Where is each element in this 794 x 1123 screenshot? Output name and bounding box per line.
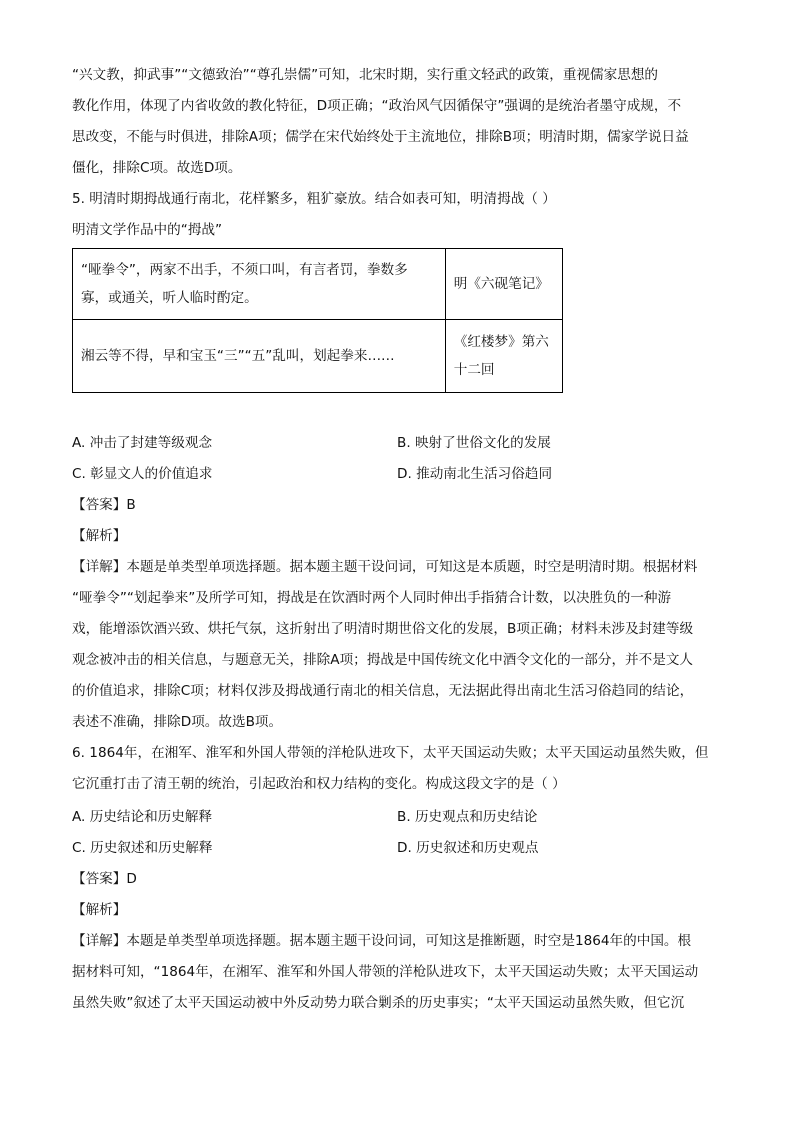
- table-cell-source: 明《六砚笔记》: [445, 249, 562, 320]
- detail-line: 观念被冲击的相关信息，与题意无关，排除A项；拇战是中国传统文化中酒令文化的一部分，并不是文人: [72, 652, 694, 668]
- detail-line: 虽然失败”叙述了太平天国运动被中外反动势力联合剿杀的历史事实；“太平天国运动虽然失败，但它沉: [72, 995, 685, 1011]
- detail-line: 的价值追求，排除C项；材料仅涉及拇战通行南北的相关信息，无法据此得出南北生活习俗趋同的结论，: [72, 683, 694, 699]
- detail-line: 表述不准确，排除D项。故选B项。: [72, 714, 283, 730]
- table-title: 明清文学作品中的“拇战”: [72, 222, 223, 238]
- question-5-stem: 5. 明清时期拇战通行南北，花样繁多，粗犷豪放。结合如表可知，明清拇战（ ）: [72, 191, 556, 207]
- detail-line: 据材料可知，“1864年，在湘军、淮军和外国人带领的洋枪队进攻下，太平天国运动失败；太平天国运动: [72, 964, 699, 980]
- answer-label: 【答案】B: [72, 497, 136, 513]
- text-line: “兴文教，抑武事”“文德致治”“尊孔崇儒”可知，北宋时期，实行重文轻武的政策，重视儒家思想的: [72, 67, 659, 83]
- detail-line: 【详解】本题是单类型单项选择题。据本题主题干设问词，可知这是本质题，时空是明清时期。根据材料: [72, 559, 698, 575]
- option-b: B. 历史观点和历史结论: [397, 809, 538, 825]
- detail-line: 戏，能增添饮酒兴致、烘托气氛，这折射出了明清时期世俗文化的发展，B项正确；材料未涉及封建等级: [72, 621, 694, 637]
- option-a: A. 冲击了封建等级观念: [72, 435, 213, 451]
- question-6-stem: 它沉重打击了清王朝的统治，引起政治和权力结构的变化。构成这段文字的是（ ）: [72, 776, 566, 792]
- detail-line: “哑拳令”“划起拳来”及所学可知，拇战是在饮酒时两个人同时伸出手指猜合计数，以决胜负的一种游: [72, 590, 672, 606]
- table-cell-quote: 湘云等不得，早和宝玉“三”“五”乱叫，划起拳来……: [73, 320, 446, 393]
- text-line: 教化作用，体现了内省收敛的教化特征，D项正确；“政治风气因循保守”强调的是统治者墨守成规，不: [72, 98, 682, 114]
- table-row: [73, 249, 563, 320]
- option-d: D. 推动南北生活习俗趋同: [397, 466, 553, 482]
- option-a: A. 历史结论和历史解释: [72, 809, 213, 825]
- option-d: D. 历史叙述和历史观点: [397, 840, 539, 856]
- option-c: C. 历史叙述和历史解释: [72, 840, 213, 856]
- option-b: B. 映射了世俗文化的发展: [397, 435, 551, 451]
- table-cell-source: 《红楼梦》第六 十二回: [445, 320, 562, 393]
- detail-line: 【详解】本题是单类型单项选择题。据本题主题干设问词，可知这是推断题，时空是1864年的中国。根: [72, 933, 692, 949]
- text-line: 僵化，排除C项。故选D项。: [72, 160, 242, 176]
- literature-table: [72, 248, 563, 393]
- answer-label: 【答案】D: [72, 871, 137, 887]
- analysis-label: 【解析】: [72, 902, 127, 918]
- option-c: C. 彰显文人的价值追求: [72, 466, 213, 482]
- table-cell-quote: “哑拳令”，两家不出手，不须口叫，有言者罚，拳数多 寡，或通关，听人临时酌定。: [73, 249, 446, 320]
- analysis-label: 【解析】: [72, 528, 127, 544]
- text-line: 思改变，不能与时俱进，排除A项；儒学在宋代始终处于主流地位，排除B项；明清时期，儒家学说日益: [72, 129, 689, 145]
- question-6-stem: 6. 1864年，在湘军、淮军和外国人带领的洋枪队进攻下，太平天国运动失败；太平天国运动虽然失败，但: [72, 745, 709, 761]
- table-row: [73, 320, 563, 393]
